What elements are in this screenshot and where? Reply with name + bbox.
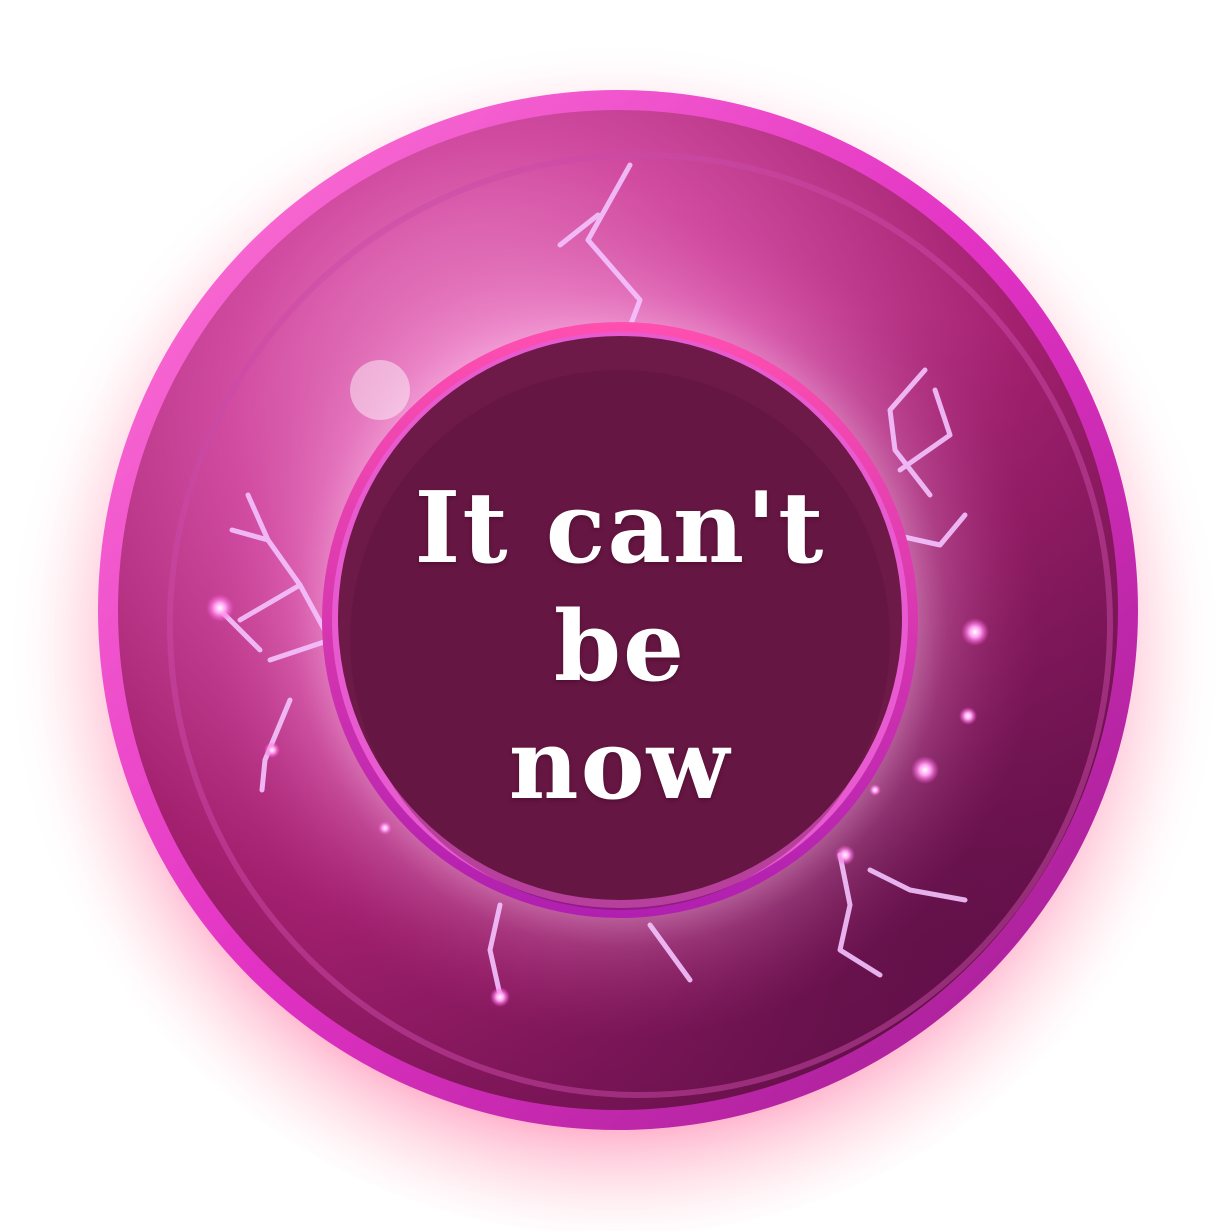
- answer-line-2: be: [553, 590, 687, 703]
- answer-line-1: It can't: [414, 471, 826, 586]
- answer-line-3: now: [508, 708, 732, 821]
- answer-text: [340, 470, 900, 824]
